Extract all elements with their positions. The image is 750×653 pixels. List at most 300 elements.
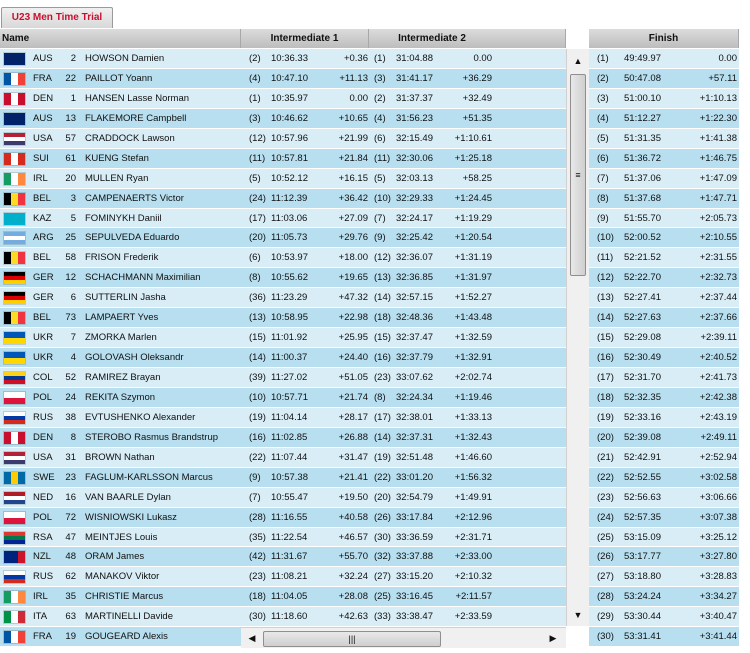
int2-time: 32:48.36 xyxy=(396,312,433,324)
int1-time: 11:04.14 xyxy=(271,411,308,423)
intermediate-row[interactable] xyxy=(241,169,566,189)
table-row[interactable] xyxy=(0,388,241,408)
finish-gap: +2:05.73 xyxy=(699,212,737,224)
scroll-down-arrow-icon[interactable]: ▼ xyxy=(573,610,583,620)
table-row[interactable] xyxy=(0,468,241,488)
flag-ger-icon xyxy=(4,292,25,304)
table-row[interactable] xyxy=(0,408,241,428)
intermediate-row[interactable] xyxy=(241,49,566,69)
finish-row[interactable] xyxy=(589,607,739,627)
int2-time: 32:38.01 xyxy=(396,411,433,423)
table-row[interactable] xyxy=(0,268,241,288)
int2-time: 32:15.49 xyxy=(396,132,433,144)
int2-rank: (9) xyxy=(374,232,386,244)
nation-code: USA xyxy=(33,451,53,463)
table-row[interactable] xyxy=(0,89,241,109)
table-row[interactable] xyxy=(0,627,241,647)
vertical-scrollbar[interactable] xyxy=(566,49,589,626)
int1-time: 11:16.55 xyxy=(271,511,308,523)
int1-rank: (11) xyxy=(249,152,266,164)
int2-gap: +1:49.91 xyxy=(454,491,492,503)
bib-number: 35 xyxy=(65,591,76,603)
finish-row[interactable] xyxy=(589,348,739,368)
rider-name: SCHACHMANN Maximilian xyxy=(85,272,201,284)
finish-row[interactable] xyxy=(589,189,739,209)
int2-rank: (18) xyxy=(374,312,391,324)
column-header-intermediate-2[interactable]: Intermediate 2 xyxy=(369,29,566,48)
int1-rank: (18) xyxy=(249,591,266,603)
int1-time: 10:46.62 xyxy=(271,112,308,124)
int1-gap: +21.41 xyxy=(338,471,368,483)
table-row[interactable] xyxy=(0,228,241,248)
int2-time: 32:54.79 xyxy=(396,491,433,503)
table-row[interactable] xyxy=(0,428,241,448)
bib-number: 3 xyxy=(70,192,76,204)
intermediate-row[interactable] xyxy=(241,587,566,607)
nation-code: RUS xyxy=(33,411,54,423)
finish-rank: (2) xyxy=(597,72,609,84)
int2-gap: +1:25.18 xyxy=(454,152,492,164)
finish-row[interactable] xyxy=(589,268,739,288)
nation-code: POL xyxy=(33,511,53,523)
int2-gap: +1:19.46 xyxy=(454,391,492,403)
nation-code: POL xyxy=(33,391,53,403)
finish-gap: 0.00 xyxy=(718,53,737,64)
int1-time: 11:08.21 xyxy=(271,571,308,583)
bib-number: 58 xyxy=(65,252,76,264)
riders-panel xyxy=(0,49,241,647)
flag-kaz-icon xyxy=(4,213,25,225)
int1-gap: +51.05 xyxy=(338,372,368,383)
bib-number: 57 xyxy=(65,132,76,144)
table-row[interactable] xyxy=(0,149,241,169)
rider-name: SEPULVEDA Eduardo xyxy=(85,232,180,244)
int2-time: 33:16.45 xyxy=(396,591,433,603)
finish-gap: +3:27.80 xyxy=(699,551,737,563)
finish-rank: (9) xyxy=(597,212,609,224)
rider-name: RAMIREZ Brayan xyxy=(85,372,161,383)
finish-row[interactable] xyxy=(589,69,739,89)
int2-gap: +1:20.54 xyxy=(454,232,492,244)
finish-row[interactable] xyxy=(589,109,739,129)
intermediate-row[interactable] xyxy=(241,129,566,149)
table-row[interactable] xyxy=(0,129,241,149)
int1-gap: +28.17 xyxy=(338,411,368,423)
int2-time: 31:41.17 xyxy=(396,72,433,84)
finish-rank: (3) xyxy=(597,92,609,104)
finish-rank: (24) xyxy=(597,511,614,523)
intermediate-row[interactable] xyxy=(241,607,566,627)
int2-gap: +2:12.96 xyxy=(454,511,492,523)
finish-time: 53:24.24 xyxy=(624,591,661,603)
table-row[interactable] xyxy=(0,109,241,129)
finish-rank: (12) xyxy=(597,272,614,284)
rider-name: MANAKOV Viktor xyxy=(85,571,160,583)
tab-u23-men-time-trial[interactable]: U23 Men Time Trial xyxy=(1,7,113,28)
int2-rank: (20) xyxy=(374,491,391,503)
int1-gap: +55.70 xyxy=(338,551,368,563)
rider-name: HANSEN Lasse Norman xyxy=(85,92,190,104)
finish-gap: +2:10.55 xyxy=(699,232,737,244)
int1-time: 11:31.67 xyxy=(271,551,308,563)
table-row[interactable] xyxy=(0,49,241,69)
intermediate-row[interactable] xyxy=(241,248,566,268)
table-row[interactable] xyxy=(0,328,241,348)
bib-number: 16 xyxy=(65,491,76,503)
column-header-intermediate-1[interactable]: Intermediate 1 xyxy=(241,29,369,48)
finish-gap: +1:10.13 xyxy=(699,92,737,104)
int2-rank: (22) xyxy=(374,471,391,483)
int2-gap: +2:11.57 xyxy=(455,591,492,603)
finish-rank: (14) xyxy=(597,312,614,324)
int2-gap: +1:31.19 xyxy=(454,252,492,264)
int1-time: 10:57.81 xyxy=(271,152,308,164)
int1-rank: (17) xyxy=(249,212,266,224)
finish-row[interactable] xyxy=(589,149,739,169)
table-row[interactable] xyxy=(0,348,241,368)
int2-gap: +2:10.32 xyxy=(454,571,492,583)
int2-time: 32:36.07 xyxy=(396,252,433,264)
finish-time: 52:27.41 xyxy=(624,292,661,304)
bib-number: 6 xyxy=(70,292,76,304)
finish-row[interactable] xyxy=(589,308,739,328)
flag-aus-icon xyxy=(4,53,25,65)
finish-rank: (29) xyxy=(597,611,614,623)
table-row[interactable] xyxy=(0,69,241,89)
int1-gap: +19.50 xyxy=(338,491,368,503)
intermediate-row[interactable] xyxy=(241,288,566,308)
finish-row[interactable] xyxy=(589,388,739,408)
int1-gap: +32.24 xyxy=(338,571,368,583)
bib-number: 1 xyxy=(70,92,76,104)
finish-time: 52:31.70 xyxy=(624,372,661,383)
rider-name: GOLOVASH Oleksandr xyxy=(85,352,184,364)
finish-time: 52:27.63 xyxy=(624,312,661,324)
bib-number: 13 xyxy=(65,112,76,124)
finish-gap: +2:32.73 xyxy=(699,272,737,284)
nation-code: SWE xyxy=(33,471,55,483)
finish-time: 51:37.06 xyxy=(624,172,661,184)
int2-gap: +36.29 xyxy=(462,72,492,84)
int1-rank: (6) xyxy=(249,252,261,264)
finish-rank: (19) xyxy=(597,411,614,423)
int1-gap: +18.00 xyxy=(338,252,368,264)
nation-code: AUS xyxy=(33,112,53,124)
bib-number: 23 xyxy=(65,471,76,483)
table-row[interactable] xyxy=(0,508,241,528)
intermediate-row[interactable] xyxy=(241,468,566,488)
int2-gap: +1:32.43 xyxy=(454,431,492,443)
finish-row[interactable] xyxy=(589,448,739,468)
table-row[interactable] xyxy=(0,169,241,189)
scroll-right-arrow-icon[interactable]: ▶ xyxy=(549,633,557,643)
intermediate-row[interactable] xyxy=(241,109,566,129)
int1-rank: (36) xyxy=(249,292,266,304)
finish-row[interactable] xyxy=(589,288,739,308)
table-row[interactable] xyxy=(0,248,241,268)
intermediate-row[interactable] xyxy=(241,308,566,328)
table-row[interactable] xyxy=(0,308,241,328)
rider-name: SUTTERLIN Jasha xyxy=(85,292,166,304)
int2-time: 32:37.79 xyxy=(396,352,433,364)
int1-gap: +42.63 xyxy=(338,611,368,623)
bib-number: 2 xyxy=(70,53,76,64)
intermediate-row[interactable] xyxy=(241,428,566,448)
int2-gap: +1:33.13 xyxy=(454,411,492,423)
column-header-finish[interactable]: Finish xyxy=(589,29,739,48)
int1-time: 11:04.05 xyxy=(271,591,308,603)
flag-ukr-icon xyxy=(4,352,25,364)
int2-rank: (15) xyxy=(374,332,391,344)
int1-rank: (23) xyxy=(249,571,266,583)
int2-gap: +58.25 xyxy=(462,172,492,184)
bib-number: 12 xyxy=(65,272,76,284)
finish-gap: +1:47.09 xyxy=(699,172,737,184)
int2-gap: +1:46.60 xyxy=(454,451,492,463)
intermediate-row[interactable] xyxy=(241,328,566,348)
table-row[interactable] xyxy=(0,528,241,548)
int2-rank: (13) xyxy=(374,272,391,284)
finish-time: 52:52.55 xyxy=(624,471,661,483)
rider-name: BROWN Nathan xyxy=(85,451,155,463)
int2-rank: (6) xyxy=(374,132,386,144)
int1-rank: (4) xyxy=(249,72,261,84)
intermediate-row[interactable] xyxy=(241,448,566,468)
finish-gap: +1:41.38 xyxy=(699,132,737,144)
flag-rsa-icon xyxy=(4,532,25,544)
intermediate-row[interactable] xyxy=(241,268,566,288)
int2-rank: (12) xyxy=(374,252,391,264)
finish-rank: (10) xyxy=(597,232,614,244)
finish-row[interactable] xyxy=(589,328,739,348)
table-row[interactable] xyxy=(0,448,241,468)
int1-gap: +27.09 xyxy=(338,212,368,224)
int2-gap: +1:19.29 xyxy=(454,212,492,224)
int1-rank: (14) xyxy=(249,352,266,364)
finish-rank: (17) xyxy=(597,372,614,383)
table-row[interactable] xyxy=(0,547,241,567)
finish-gap: +2:42.38 xyxy=(699,391,737,403)
int1-gap: +25.95 xyxy=(338,332,368,344)
finish-gap: +2:39.11 xyxy=(700,332,737,344)
int1-gap: +21.74 xyxy=(338,391,368,403)
finish-row[interactable] xyxy=(589,408,739,428)
int1-rank: (24) xyxy=(249,192,266,204)
finish-time: 51:36.72 xyxy=(624,152,661,164)
nation-code: IRL xyxy=(33,172,48,184)
finish-time: 52:22.70 xyxy=(624,272,661,284)
nation-code: GER xyxy=(33,292,54,304)
finish-row[interactable] xyxy=(589,209,739,229)
int2-time: 32:36.85 xyxy=(396,272,433,284)
finish-row[interactable] xyxy=(589,368,739,388)
finish-row[interactable] xyxy=(589,508,739,528)
int2-rank: (19) xyxy=(374,451,391,463)
finish-row[interactable] xyxy=(589,89,739,109)
intermediate-row[interactable] xyxy=(241,388,566,408)
nation-code: SUI xyxy=(33,152,49,164)
rider-name: MEINTJES Louis xyxy=(85,531,158,543)
finish-time: 52:57.35 xyxy=(624,511,661,523)
finish-row[interactable] xyxy=(589,129,739,149)
finish-rank: (16) xyxy=(597,352,614,364)
bib-number: 22 xyxy=(65,72,76,84)
intermediate-row[interactable] xyxy=(241,488,566,508)
intermediate-row[interactable] xyxy=(241,189,566,209)
bib-number: 19 xyxy=(65,631,76,643)
rider-name: PAILLOT Yoann xyxy=(85,72,153,84)
intermediate-row[interactable] xyxy=(241,368,566,388)
flag-bel-icon xyxy=(4,312,25,324)
nation-code: ITA xyxy=(33,611,48,623)
rider-name: FOMINYKH Daniil xyxy=(85,212,162,224)
int2-gap: +51.35 xyxy=(462,112,492,124)
flag-pol-icon xyxy=(4,512,25,524)
int2-gap: +1:32.91 xyxy=(454,352,492,364)
int1-time: 10:36.33 xyxy=(271,53,308,64)
nation-code: USA xyxy=(33,132,53,144)
scroll-up-arrow-icon[interactable]: ▲ xyxy=(573,56,583,66)
intermediate-row[interactable] xyxy=(241,408,566,428)
int1-rank: (19) xyxy=(249,411,266,423)
rider-name: FLAKEMORE Campbell xyxy=(85,112,187,124)
finish-rank: (20) xyxy=(597,431,614,443)
int1-gap: +19.65 xyxy=(338,272,368,284)
finish-row[interactable] xyxy=(589,547,739,567)
table-row[interactable] xyxy=(0,209,241,229)
finish-rank: (1) xyxy=(597,53,609,64)
int2-gap: +1:56.32 xyxy=(454,471,492,483)
finish-gap: +3:34.27 xyxy=(699,591,737,603)
int2-gap: +2:02.74 xyxy=(454,372,492,383)
intermediate-row[interactable] xyxy=(241,547,566,567)
finish-row[interactable] xyxy=(589,528,739,548)
table-row[interactable] xyxy=(0,607,241,627)
bib-number: 4 xyxy=(70,352,76,364)
int1-time: 11:02.85 xyxy=(271,431,308,443)
intermediate-row[interactable] xyxy=(241,149,566,169)
column-header-name[interactable]: Name xyxy=(0,29,241,48)
finish-time: 52:00.52 xyxy=(624,232,661,244)
table-row[interactable] xyxy=(0,288,241,308)
bib-number: 63 xyxy=(65,611,76,623)
int2-rank: (8) xyxy=(374,391,386,403)
finish-time: 52:30.49 xyxy=(624,352,661,364)
flag-sui-icon xyxy=(4,153,25,165)
vertical-scroll-thumb[interactable]: ≡ xyxy=(570,74,586,276)
rider-name: CAMPENAERTS Victor xyxy=(85,192,184,204)
bib-number: 31 xyxy=(65,451,76,463)
intermediate-row[interactable] xyxy=(241,508,566,528)
int2-time: 31:37.37 xyxy=(396,92,433,104)
finish-time: 53:31.41 xyxy=(624,631,661,643)
finish-row[interactable] xyxy=(589,488,739,508)
finish-row[interactable] xyxy=(589,428,739,448)
finish-row[interactable] xyxy=(589,228,739,248)
int2-gap: +32.49 xyxy=(462,92,492,104)
table-row[interactable] xyxy=(0,587,241,607)
nation-code: GER xyxy=(33,272,54,284)
finish-gap: +3:25.12 xyxy=(699,531,737,543)
table-row[interactable] xyxy=(0,567,241,587)
intermediate-row[interactable] xyxy=(241,228,566,248)
int1-rank: (1) xyxy=(249,92,261,104)
flag-col-icon xyxy=(4,372,25,384)
intermediate-row[interactable] xyxy=(241,209,566,229)
finish-gap: +1:22.30 xyxy=(699,112,737,124)
bib-number: 7 xyxy=(70,332,76,344)
int1-rank: (5) xyxy=(249,172,261,184)
int1-time: 10:58.95 xyxy=(271,312,308,324)
int1-time: 10:52.12 xyxy=(271,172,308,184)
intermediate-row[interactable] xyxy=(241,528,566,548)
finish-row[interactable] xyxy=(589,627,739,647)
int1-gap: +22.98 xyxy=(338,312,368,324)
nation-code: UKR xyxy=(33,332,54,344)
finish-row[interactable] xyxy=(589,468,739,488)
rider-name: VAN BAARLE Dylan xyxy=(85,491,171,503)
finish-row[interactable] xyxy=(589,567,739,587)
intermediate-row[interactable] xyxy=(241,89,566,109)
int2-gap: +2:33.00 xyxy=(454,551,492,563)
nation-code: AUS xyxy=(33,53,53,64)
int1-rank: (35) xyxy=(249,531,266,543)
intermediate-row[interactable] xyxy=(241,69,566,89)
int2-gap: +2:33.59 xyxy=(454,611,492,623)
bib-number: 25 xyxy=(65,232,76,244)
finish-row[interactable] xyxy=(589,248,739,268)
finish-time: 52:39.08 xyxy=(624,431,661,443)
nation-code: RUS xyxy=(33,571,54,583)
intermediate-row[interactable] xyxy=(241,348,566,368)
int2-time: 33:15.20 xyxy=(396,571,433,583)
finish-row[interactable] xyxy=(589,169,739,189)
int2-time: 32:30.06 xyxy=(396,152,433,164)
finish-time: 51:37.68 xyxy=(624,192,661,204)
scroll-left-arrow-icon[interactable]: ◀ xyxy=(248,633,256,643)
int1-time: 11:00.37 xyxy=(271,352,308,364)
horizontal-scrollbar[interactable] xyxy=(241,627,566,648)
nation-code: BEL xyxy=(33,252,51,264)
int2-rank: (26) xyxy=(374,511,391,523)
int1-gap: +21.99 xyxy=(338,132,368,144)
intermediate-row[interactable] xyxy=(241,567,566,587)
bib-number: 61 xyxy=(65,152,76,164)
table-row[interactable] xyxy=(0,368,241,388)
int2-rank: (16) xyxy=(374,352,391,364)
table-row[interactable] xyxy=(0,189,241,209)
rider-name: ZMORKA Marlen xyxy=(85,332,157,344)
finish-row[interactable] xyxy=(589,587,739,607)
finish-rank: (13) xyxy=(597,292,614,304)
horizontal-scroll-thumb[interactable]: ||| xyxy=(263,631,441,647)
table-row[interactable] xyxy=(0,488,241,508)
int2-rank: (30) xyxy=(374,531,391,543)
int2-gap: +1:10.61 xyxy=(454,132,492,144)
finish-gap: +1:47.71 xyxy=(699,192,737,204)
finish-rank: (26) xyxy=(597,551,614,563)
int2-rank: (4) xyxy=(374,112,386,124)
finish-time: 52:33.16 xyxy=(624,411,661,423)
flag-rus-icon xyxy=(4,412,25,424)
int1-gap: +16.15 xyxy=(338,172,368,184)
bib-number: 24 xyxy=(65,391,76,403)
finish-row[interactable] xyxy=(589,49,739,69)
finish-panel xyxy=(589,49,739,647)
finish-rank: (23) xyxy=(597,491,614,503)
finish-gap: +2:40.52 xyxy=(699,352,737,364)
finish-gap: +3:28.83 xyxy=(699,571,737,583)
